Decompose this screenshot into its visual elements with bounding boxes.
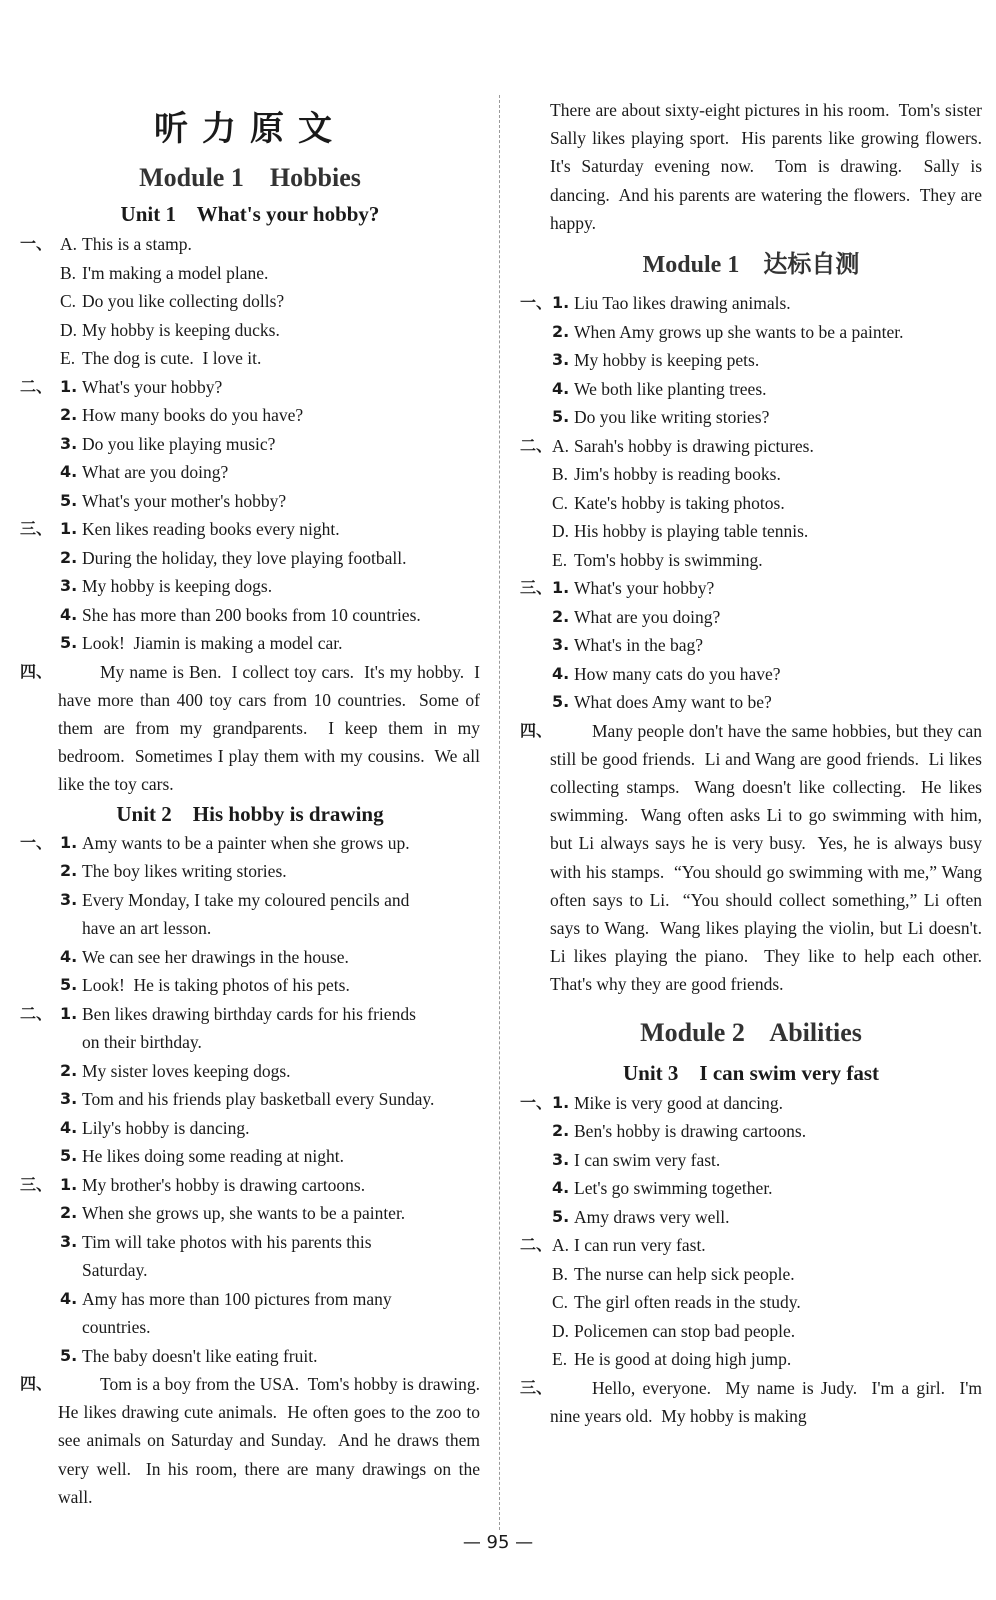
item-label: 1. xyxy=(60,376,78,396)
item-label: E. xyxy=(552,549,568,570)
test-section-3 xyxy=(520,574,982,717)
list-item xyxy=(520,1117,982,1146)
item-label: 1. xyxy=(552,578,570,598)
item-text: He is good at doing high jump. xyxy=(574,1349,792,1370)
unit-1-title: Unit 1 What's your hobby? xyxy=(120,202,380,226)
item-text: Look! He is taking photos of his pets. xyxy=(82,975,350,996)
item-text: I can run very fast. xyxy=(574,1235,706,1256)
item-label: 5. xyxy=(60,975,78,995)
continued-passage xyxy=(520,96,991,237)
section-marker: 三、 xyxy=(20,1174,53,1194)
section-marker: 一、 xyxy=(20,832,53,852)
page-title: 听力原文 xyxy=(154,109,346,149)
item-text: Look! Jiamin is making a model car. xyxy=(82,633,343,653)
list-item xyxy=(20,1000,480,1029)
item-text: Kate's hobby is taking photos. xyxy=(574,492,785,513)
list-item xyxy=(20,1342,480,1371)
item-label: 2. xyxy=(552,1121,570,1141)
list-item xyxy=(20,1085,480,1114)
list-item xyxy=(20,230,480,259)
test-section-4 xyxy=(520,717,991,999)
item-label: 2. xyxy=(60,861,78,881)
item-label: 1. xyxy=(552,1092,570,1112)
item-label: A. xyxy=(552,1235,570,1256)
item-text: My hobby is keeping dogs. xyxy=(82,576,273,596)
item-label: 5. xyxy=(552,407,570,427)
item-label: 5. xyxy=(60,490,78,510)
item-text: What's your hobby? xyxy=(82,376,223,397)
item-label: 2. xyxy=(60,1203,78,1223)
test-section-1 xyxy=(520,289,982,432)
item-label: B. xyxy=(60,262,77,283)
right-column xyxy=(520,96,991,1430)
item-text-continued: on their birthday. xyxy=(82,1032,202,1053)
list-item xyxy=(520,517,982,546)
unit-3-section-2 xyxy=(520,1231,982,1374)
item-text: Amy wants to be a painter when she grows up. xyxy=(82,832,410,853)
item-label: 4. xyxy=(60,462,78,481)
item-label: 5. xyxy=(60,633,78,652)
list-item xyxy=(520,688,982,717)
item-text: When she grows up, she wants to be a painter. xyxy=(82,1203,406,1224)
item-text: Sarah's hobby is drawing pictures. xyxy=(574,435,814,456)
list-item xyxy=(20,943,480,972)
module-2-title: Module 2 Abilities xyxy=(640,1017,862,1047)
item-text: The boy likes writing stories. xyxy=(82,861,287,882)
list-item xyxy=(520,318,982,347)
list-item xyxy=(20,544,480,573)
item-label: 4. xyxy=(60,1288,78,1308)
section-marker: 二、 xyxy=(520,435,553,455)
item-text: What's your hobby? xyxy=(574,578,715,599)
section-marker: 一、 xyxy=(20,234,53,253)
list-item xyxy=(20,1228,480,1257)
item-label: 4. xyxy=(552,378,570,398)
module-1-test-title: Module 1 达标自测 xyxy=(642,252,860,279)
item-label: B. xyxy=(552,1263,569,1284)
item-text: We both like planting trees. xyxy=(574,378,767,399)
item-label: 3. xyxy=(60,576,78,595)
item-text: Mike is very good at dancing. xyxy=(574,1092,783,1113)
list-item xyxy=(520,346,982,375)
list-item xyxy=(520,375,982,404)
item-label: 3. xyxy=(552,1149,570,1169)
section-marker: 四、 xyxy=(520,720,553,740)
list-item xyxy=(520,1203,982,1232)
list-item xyxy=(20,1057,480,1086)
list-item xyxy=(20,572,480,601)
list-item xyxy=(520,546,982,575)
unit-2-section-1 xyxy=(20,829,480,1000)
item-label: D. xyxy=(552,521,570,542)
item-text: His hobby is playing table tennis. xyxy=(574,521,809,542)
item-label: 3. xyxy=(60,1231,78,1251)
item-text: Tom and his friends play basketball every Sunday. xyxy=(82,1089,435,1110)
list-item xyxy=(520,1317,982,1346)
item-text: She has more than 200 books from 10 countries. xyxy=(82,604,421,625)
list-item xyxy=(520,1089,982,1118)
passage-text: My name is Ben. I collect toy cars. It's my hobby. I have more than 400 toy cars from 10 countries. Some of them are from my grandparents. I keep them in my bedroom. Sometimes I play them with my cousins. We all like the toy cars. xyxy=(58,661,485,795)
item-text: What's in the bag? xyxy=(574,635,704,656)
item-text: I'm making a model plane. xyxy=(82,262,269,283)
item-text: My brother's hobby is drawing cartoons. xyxy=(82,1174,366,1195)
item-label: D. xyxy=(552,1320,570,1341)
section-marker: 四、 xyxy=(20,1374,53,1394)
item-text: When Amy grows up she wants to be a painter. xyxy=(574,321,904,342)
item-text: During the holiday, they love playing football. xyxy=(82,547,407,568)
item-label: B. xyxy=(552,464,569,485)
list-item xyxy=(520,574,982,603)
list-item xyxy=(20,401,480,430)
item-text: My sister loves keeping dogs. xyxy=(82,1060,291,1081)
unit-2-section-4 xyxy=(20,1370,489,1511)
list-item xyxy=(20,430,480,459)
item-text: Tom's hobby is swimming. xyxy=(574,549,763,570)
unit-2-title: Unit 2 His hobby is drawing xyxy=(116,801,384,826)
list-item xyxy=(20,259,480,288)
list-item xyxy=(20,1199,480,1228)
section-marker: 三、 xyxy=(20,519,53,538)
list-item xyxy=(20,373,480,402)
list-item xyxy=(520,1231,982,1260)
section-marker: 四、 xyxy=(20,661,53,681)
item-label: 5. xyxy=(60,1345,78,1365)
item-text: He likes doing some reading at night. xyxy=(82,1146,344,1167)
section-marker: 一、 xyxy=(520,293,553,313)
item-text: Lily's hobby is dancing. xyxy=(82,1117,250,1138)
list-item xyxy=(20,829,480,858)
item-text: The girl often reads in the study. xyxy=(574,1292,801,1313)
item-text: My hobby is keeping ducks. xyxy=(82,319,280,340)
item-text: Policemen can stop bad people. xyxy=(574,1320,796,1341)
left-column xyxy=(20,158,489,1511)
item-label: 3. xyxy=(60,433,78,453)
item-text: Do you like writing stories? xyxy=(574,407,770,428)
list-item xyxy=(520,1146,982,1175)
item-text: Every Monday, I take my coloured pencils and xyxy=(82,889,410,910)
list-item xyxy=(20,629,480,658)
item-text: This is a stamp. xyxy=(82,234,192,254)
item-label: 4. xyxy=(60,1117,78,1137)
unit-3-section-3 xyxy=(520,1374,987,1430)
page-number: — 95 — xyxy=(462,1532,534,1553)
item-label: A. xyxy=(60,234,78,254)
unit-1-section-2 xyxy=(20,373,480,516)
list-item xyxy=(520,1288,982,1317)
list-item xyxy=(20,515,480,544)
item-text: Let's go swimming together. xyxy=(574,1178,773,1199)
item-label: E. xyxy=(60,348,76,368)
item-text-continued: countries. xyxy=(82,1317,151,1338)
passage-text: Many people don't have the same hobbies, but they can still be good friends. Li and Wang are good friends. Li likes collecting stamps. Wang doesn't like collecting. He likes swimming. Wang often asks Li to go swimming with him, but Li always says he is very busy. Yes, he is always busy with his stamps. “You should go swimming with me,” Wang often says to Li. “You should collect something,” Li often says to Wang. Wang likes playing the violin, but Li doesn't. Li likes playing the piano. They like to help each other. That's why they are good friends. xyxy=(550,720,991,995)
section-marker: 三、 xyxy=(520,578,553,598)
item-label: C. xyxy=(552,492,569,513)
item-text: Tim will take photos with his parents this xyxy=(82,1231,372,1252)
item-label: 2. xyxy=(60,547,78,567)
item-label: C. xyxy=(60,291,77,311)
item-label: 5. xyxy=(552,1206,570,1226)
column-divider xyxy=(499,95,500,1530)
item-label: 1. xyxy=(60,832,78,852)
item-text: What's your mother's hobby? xyxy=(82,490,287,511)
list-item xyxy=(520,489,982,518)
list-item xyxy=(20,1171,480,1200)
item-text: How many cats do you have? xyxy=(574,663,781,684)
item-text: Ben likes drawing birthday cards for his friends xyxy=(82,1003,416,1024)
passage-text: There are about sixty-eight pictures in his room. Tom's sister Sally likes playing sport. His parents like growing flowers. It's Saturday evening now. Tom is drawing. Sally is dancing. And his parents are watering the flowers. They are happy. xyxy=(550,100,991,233)
item-label: 1. xyxy=(60,1003,78,1023)
item-text: The dog is cute. I love it. xyxy=(82,348,262,368)
passage-text: Hello, everyone. My name is Judy. I'm a girl. I'm nine years old. My hobby is making xyxy=(550,1377,987,1426)
list-item xyxy=(20,1114,480,1143)
list-item xyxy=(20,971,480,1000)
item-text: My hobby is keeping pets. xyxy=(574,350,760,371)
list-item xyxy=(20,601,480,630)
list-item xyxy=(520,631,982,660)
item-label: 4. xyxy=(60,946,78,966)
section-marker: 二、 xyxy=(520,1235,553,1255)
item-label: 4. xyxy=(552,663,570,683)
item-text: The baby doesn't like eating fruit. xyxy=(82,1345,318,1366)
list-item xyxy=(20,344,480,373)
list-item xyxy=(20,886,480,915)
item-text: Ben's hobby is drawing cartoons. xyxy=(574,1121,807,1142)
item-label: 1. xyxy=(60,519,78,538)
item-text: We can see her drawings in the house. xyxy=(82,946,349,967)
list-item xyxy=(520,660,982,689)
item-label: 1. xyxy=(552,293,570,313)
item-label: D. xyxy=(60,319,78,340)
unit-1-section-3 xyxy=(20,515,480,658)
list-item xyxy=(520,289,982,318)
item-text: Amy has more than 100 pictures from many xyxy=(82,1288,392,1309)
item-label: E. xyxy=(552,1349,568,1370)
item-label: 3. xyxy=(552,350,570,370)
item-text: The nurse can help sick people. xyxy=(574,1263,795,1284)
item-label: A. xyxy=(552,435,570,456)
list-item xyxy=(520,603,982,632)
unit-1-section-1 xyxy=(20,230,480,373)
item-text: How many books do you have? xyxy=(82,405,304,425)
unit-2-section-3 xyxy=(20,1171,480,1371)
list-item xyxy=(20,487,480,516)
list-item xyxy=(20,1142,480,1171)
unit-3-title: Unit 3 I can swim very fast xyxy=(622,1060,880,1085)
list-item xyxy=(520,1174,982,1203)
list-item xyxy=(520,1260,982,1289)
item-text: Liu Tao likes drawing animals. xyxy=(574,293,791,314)
list-item xyxy=(520,403,982,432)
item-text: What are you doing? xyxy=(574,606,721,627)
module-1-title: Module 1 Hobbies xyxy=(139,163,361,192)
item-text-continued: have an art lesson. xyxy=(82,918,212,939)
unit-1-section-4 xyxy=(20,658,485,799)
item-label: 4. xyxy=(60,604,78,624)
item-text: Ken likes reading books every night. xyxy=(82,519,340,539)
section-marker: 二、 xyxy=(20,376,53,396)
item-label: 2. xyxy=(552,321,570,341)
test-section-2 xyxy=(520,432,982,575)
item-label: 3. xyxy=(552,635,570,655)
section-marker: 二、 xyxy=(20,1003,53,1023)
item-label: 4. xyxy=(552,1178,570,1198)
item-text: Do you like playing music? xyxy=(82,433,276,454)
section-marker: 三、 xyxy=(520,1377,553,1397)
item-text: Amy draws very well. xyxy=(574,1206,730,1227)
item-text: Do you like collecting dolls? xyxy=(82,291,285,311)
item-text: What are you doing? xyxy=(82,462,229,482)
item-text: Jim's hobby is reading books. xyxy=(574,464,781,485)
item-text-continued: Saturday. xyxy=(82,1260,148,1281)
list-item xyxy=(20,857,480,886)
list-item xyxy=(20,1285,480,1314)
item-label: 2. xyxy=(60,1060,78,1080)
list-item xyxy=(520,460,982,489)
item-label: 2. xyxy=(552,606,570,626)
item-label: 3. xyxy=(60,889,78,909)
section-marker: 一、 xyxy=(520,1092,553,1112)
list-item xyxy=(20,458,480,487)
item-label: 2. xyxy=(60,405,78,424)
item-label: 5. xyxy=(552,692,570,712)
list-item xyxy=(20,316,480,345)
list-item xyxy=(520,1345,982,1374)
unit-2-section-2 xyxy=(20,1000,480,1171)
passage-text: Tom is a boy from the USA. Tom's hobby is drawing. He likes drawing cute animals. He often goes to the zoo to see animals on Saturday and Sunday. And he draws them very well. In his room, there are many drawings on the wall. xyxy=(58,1374,489,1507)
item-label: 3. xyxy=(60,1089,78,1109)
item-text: I can swim very fast. xyxy=(574,1149,721,1170)
item-label: C. xyxy=(552,1292,569,1313)
item-label: 5. xyxy=(60,1146,78,1166)
list-item xyxy=(520,432,982,461)
list-item xyxy=(20,287,480,316)
item-label: 1. xyxy=(60,1174,78,1194)
item-text: What does Amy want to be? xyxy=(574,692,772,713)
unit-3-section-1 xyxy=(520,1089,982,1232)
